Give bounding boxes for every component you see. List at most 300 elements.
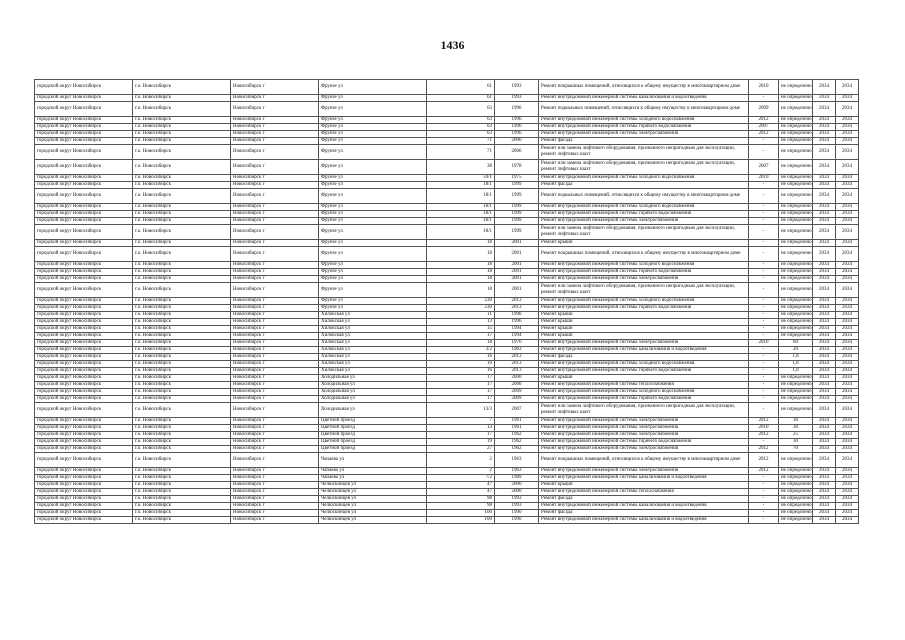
cell-build-year: 1999: [495, 218, 539, 225]
cell-municipal-district: городской округ Новосибирск: [35, 403, 133, 418]
cell-municipal-district: городской округ Новосибирск: [35, 396, 133, 403]
cell-last-repair-year: -: [749, 375, 779, 382]
cell-work-type: Ремонт внутридомовой инженерной системы холодного водоснабжения: [539, 389, 749, 396]
cell-house-number: 18/1: [427, 211, 495, 218]
table-row: [35, 160, 859, 175]
cell-wear-percent: не определено: [779, 503, 813, 510]
cell-municipality: г.о. Новосибирск: [133, 396, 231, 403]
cell-work-type: Ремонт внутридомовой инженерной системы электроснабжения: [539, 432, 749, 439]
cell-work-type: Ремонт внутридомовой инженерной системы теплоснабжения: [539, 382, 749, 389]
cell-house-number: 59/1: [427, 175, 495, 182]
cell-street: Холодильная ул: [319, 375, 427, 382]
cell-municipal-district: городской округ Новосибирск: [35, 95, 133, 102]
cell-plan-year-start: 2034: [813, 496, 836, 503]
cell-settlement: Новосибирск г: [231, 468, 319, 475]
cell-house-number: 18/1: [427, 218, 495, 225]
cell-street: Цветной проезд: [319, 439, 427, 446]
cell-last-repair-year: 2010: [749, 425, 779, 432]
cell-build-year: 1996: [495, 102, 539, 117]
cell-wear-percent: не определено: [779, 333, 813, 340]
cell-wear-percent: не определено: [779, 496, 813, 503]
cell-work-type: Ремонт внутридомовой инженерной системы горячего водоснабжения: [539, 305, 749, 312]
cell-house-number: 11: [427, 312, 495, 319]
cell-plan-year-end: 2034: [836, 305, 859, 312]
cell-plan-year-start: 2034: [813, 475, 836, 482]
cell-last-repair-year: 2012: [749, 117, 779, 124]
cell-municipality: г.о. Новосибирск: [133, 333, 231, 340]
cell-plan-year-end: 2034: [836, 382, 859, 389]
cell-last-repair-year: -: [749, 496, 779, 503]
cell-settlement: Новосибирск г: [231, 340, 319, 347]
cell-work-type: Ремонт внутридомовой инженерной системы электроснабжения: [539, 418, 749, 425]
cell-street: Фрунзе ул: [319, 305, 427, 312]
cell-municipality: г.о. Новосибирск: [133, 218, 231, 225]
table-row: [35, 247, 859, 262]
cell-work-type: Ремонт внутридомовой инженерной системы горячего водоснабжения: [539, 396, 749, 403]
cell-municipality: г.о. Новосибирск: [133, 446, 231, 453]
cell-municipal-district: городской округ Новосибирск: [35, 439, 133, 446]
cell-street: Челюскинцев ул: [319, 482, 427, 489]
table-row: [35, 175, 859, 182]
table-row: [35, 182, 859, 189]
table-row: [35, 475, 859, 482]
cell-build-year: 1996: [495, 312, 539, 319]
cell-house-number: 17: [427, 432, 495, 439]
cell-wear-percent: 20: [779, 347, 813, 354]
page-number: 1436: [440, 38, 465, 52]
table-row: [35, 468, 859, 475]
cell-plan-year-end: 2034: [836, 468, 859, 475]
cell-settlement: Новосибирск г: [231, 347, 319, 354]
cell-plan-year-end: 2034: [836, 95, 859, 102]
cell-plan-year-end: 2034: [836, 269, 859, 276]
cell-plan-year-start: 2034: [813, 489, 836, 496]
cell-street: Цветной проезд: [319, 418, 427, 425]
cell-last-repair-year: -: [749, 347, 779, 354]
cell-street: Фрунзе ул: [319, 145, 427, 160]
cell-wear-percent: не определено: [779, 218, 813, 225]
cell-build-year: 2009: [495, 396, 539, 403]
cell-municipality: г.о. Новосибирск: [133, 468, 231, 475]
cell-work-type: Ремонт крыши: [539, 375, 749, 382]
cell-street: Чапаева ул: [319, 475, 427, 482]
cell-street: Фрунзе ул: [319, 283, 427, 298]
cell-build-year: 1961: [495, 418, 539, 425]
table-row: [35, 333, 859, 340]
cell-build-year: 1961: [495, 425, 539, 432]
cell-work-type: Ремонт внутридомовой инженерной системы горячего водоснабжения: [539, 269, 749, 276]
cell-municipal-district: городской округ Новосибирск: [35, 80, 133, 95]
cell-plan-year-start: 2034: [813, 375, 836, 382]
cell-build-year: 2009: [495, 389, 539, 396]
table-row: [35, 319, 859, 326]
cell-settlement: Новосибирск г: [231, 503, 319, 510]
cell-municipality: г.о. Новосибирск: [133, 439, 231, 446]
cell-last-repair-year: -: [749, 319, 779, 326]
cell-build-year: 2013: [495, 361, 539, 368]
cell-plan-year-end: 2034: [836, 175, 859, 182]
cell-settlement: Новосибирск г: [231, 102, 319, 117]
cell-work-type: Ремонт внутридомовой инженерной системы канализования и водоотведения: [539, 517, 749, 524]
cell-work-type: Ремонт внутридомовой инженерной системы электроснабжения: [539, 446, 749, 453]
cell-settlement: Новосибирск г: [231, 305, 319, 312]
cell-wear-percent: не определено: [779, 80, 813, 95]
cell-municipal-district: городской округ Новосибирск: [35, 354, 133, 361]
cell-last-repair-year: -: [749, 211, 779, 218]
cell-street: Хилокская ул: [319, 361, 427, 368]
cell-work-type: Ремонт фасада: [539, 510, 749, 517]
cell-municipality: г.о. Новосибирск: [133, 375, 231, 382]
table-row: [35, 425, 859, 432]
cell-wear-percent: не определено: [779, 453, 813, 468]
cell-street: Фрунзе ул: [319, 131, 427, 138]
cell-municipal-district: городской округ Новосибирск: [35, 175, 133, 182]
cell-municipality: г.о. Новосибирск: [133, 319, 231, 326]
cell-build-year: 1993: [495, 503, 539, 510]
table-row: [35, 340, 859, 347]
cell-plan-year-start: 2034: [813, 182, 836, 189]
cell-street: Хилокская ул: [319, 368, 427, 375]
cell-settlement: Новосибирск г: [231, 425, 319, 432]
cell-plan-year-start: 2034: [813, 276, 836, 283]
cell-plan-year-end: 2034: [836, 439, 859, 446]
cell-build-year: 2013: [495, 305, 539, 312]
cell-house-number: 2: [427, 453, 495, 468]
cell-wear-percent: не определено: [779, 247, 813, 262]
cell-work-type: Ремонт внутридомовой инженерной системы холодного водоснабжения: [539, 204, 749, 211]
cell-house-number: 230: [427, 298, 495, 305]
cell-street: Фрунзе ул: [319, 117, 427, 124]
cell-house-number: 17: [427, 375, 495, 382]
cell-work-type: Ремонт или замена лифтового оборудования, признанного непригодным для эксплуатации, ремонт лифтовых шахт: [539, 225, 749, 240]
cell-wear-percent: не определено: [779, 138, 813, 145]
cell-last-repair-year: -: [749, 368, 779, 375]
cell-build-year: 2001: [495, 283, 539, 298]
cell-wear-percent: не определено: [779, 517, 813, 524]
cell-plan-year-start: 2034: [813, 319, 836, 326]
cell-plan-year-start: 2034: [813, 131, 836, 138]
cell-municipal-district: городской округ Новосибирск: [35, 453, 133, 468]
cell-plan-year-start: 2034: [813, 211, 836, 218]
cell-street: Фрунзе ул: [319, 225, 427, 240]
cell-last-repair-year: 2012: [749, 432, 779, 439]
cell-wear-percent: не определено: [779, 276, 813, 283]
cell-house-number: 71: [427, 138, 495, 145]
cell-work-type: Ремонт внутридомовой инженерной системы канализования и водоотведения: [539, 347, 749, 354]
cell-plan-year-end: 2034: [836, 446, 859, 453]
cell-plan-year-start: 2034: [813, 80, 836, 95]
cell-last-repair-year: 2009: [749, 102, 779, 117]
cell-last-repair-year: 2012: [749, 131, 779, 138]
table-row: [35, 80, 859, 95]
cell-work-type: Ремонт покрышных помещений, относящихся к общему имуществу в многоквартирном доме: [539, 247, 749, 262]
cell-house-number: 19: [427, 439, 495, 446]
cell-build-year: 1962: [495, 432, 539, 439]
cell-last-repair-year: -: [749, 189, 779, 204]
cell-plan-year-end: 2034: [836, 262, 859, 269]
cell-house-number: 18: [427, 269, 495, 276]
cell-plan-year-start: 2034: [813, 117, 836, 124]
cell-plan-year-start: 2034: [813, 396, 836, 403]
cell-plan-year-start: 2034: [813, 124, 836, 131]
cell-municipal-district: городской округ Новосибирск: [35, 446, 133, 453]
table-row: [35, 453, 859, 468]
cell-municipality: г.о. Новосибирск: [133, 283, 231, 298]
cell-build-year: 1999: [495, 204, 539, 211]
cell-settlement: Новосибирск г: [231, 446, 319, 453]
cell-wear-percent: не определено: [779, 175, 813, 182]
cell-plan-year-start: 2034: [813, 145, 836, 160]
cell-street: Фрунзе ул: [319, 160, 427, 175]
table-row: [35, 482, 859, 489]
cell-municipal-district: городской округ Новосибирск: [35, 298, 133, 305]
cell-house-number: 18: [427, 247, 495, 262]
cell-last-repair-year: -: [749, 305, 779, 312]
table-row: [35, 389, 859, 396]
cell-last-repair-year: 2012: [749, 446, 779, 453]
cell-municipality: г.о. Новосибирск: [133, 475, 231, 482]
cell-municipality: г.о. Новосибирск: [133, 247, 231, 262]
cell-settlement: Новосибирск г: [231, 510, 319, 517]
cell-plan-year-start: 2034: [813, 283, 836, 298]
cell-street: Фрунзе ул: [319, 204, 427, 211]
cell-municipality: г.о. Новосибирск: [133, 182, 231, 189]
cell-build-year: 1989: [495, 475, 539, 482]
cell-work-type: Ремонт покрышных помещений, относящихся к общему имуществу в многоквартирном доме: [539, 80, 749, 95]
cell-municipal-district: городской округ Новосибирск: [35, 333, 133, 340]
cell-municipality: г.о. Новосибирск: [133, 326, 231, 333]
cell-municipality: г.о. Новосибирск: [133, 305, 231, 312]
cell-street: Хилокская ул: [319, 347, 427, 354]
cell-municipal-district: городской округ Новосибирск: [35, 389, 133, 396]
cell-municipality: г.о. Новосибирск: [133, 368, 231, 375]
cell-house-number: 16: [427, 361, 495, 368]
cell-municipal-district: городской округ Новосибирск: [35, 340, 133, 347]
cell-last-repair-year: -: [749, 218, 779, 225]
cell-settlement: Новосибирск г: [231, 160, 319, 175]
cell-wear-percent: не определено: [779, 312, 813, 319]
table-row: [35, 368, 859, 375]
cell-settlement: Новосибирск г: [231, 262, 319, 269]
cell-plan-year-start: 2034: [813, 160, 836, 175]
cell-municipal-district: городской округ Новосибирск: [35, 131, 133, 138]
cell-work-type: Ремонт или замена лифтового оборудования, признанного непригодным для эксплуатации, ремонт лифтовых шахт: [539, 160, 749, 175]
cell-work-type: Ремонт крыши: [539, 312, 749, 319]
cell-plan-year-start: 2034: [813, 247, 836, 262]
cell-municipality: г.о. Новосибирск: [133, 102, 231, 117]
cell-plan-year-end: 2034: [836, 475, 859, 482]
cell-house-number: 100: [427, 510, 495, 517]
cell-last-repair-year: -: [749, 240, 779, 247]
cell-plan-year-start: 2034: [813, 347, 836, 354]
cell-wear-percent: 25: [779, 432, 813, 439]
cell-work-type: Ремонт фасада: [539, 138, 749, 145]
cell-last-repair-year: -: [749, 382, 779, 389]
cell-plan-year-end: 2034: [836, 496, 859, 503]
cell-municipal-district: городской округ Новосибирск: [35, 382, 133, 389]
cell-plan-year-end: 2034: [836, 396, 859, 403]
cell-plan-year-end: 2034: [836, 138, 859, 145]
cell-plan-year-start: 2034: [813, 510, 836, 517]
cell-street: Хилокская ул: [319, 326, 427, 333]
cell-street: Фрунзе ул: [319, 298, 427, 305]
cell-work-type: Ремонт внутридомовой инженерной системы холодного водоснабжения: [539, 117, 749, 124]
cell-municipal-district: городской округ Новосибирск: [35, 326, 133, 333]
cell-last-repair-year: -: [749, 510, 779, 517]
cell-work-type: Ремонт подвальных помещений, относящихся к общему имуществу в многоквартирном доме: [539, 189, 749, 204]
cell-build-year: 1996: [495, 124, 539, 131]
cell-plan-year-end: 2034: [836, 276, 859, 283]
cell-settlement: Новосибирск г: [231, 269, 319, 276]
cell-street: Фрунзе ул: [319, 262, 427, 269]
table-row: [35, 218, 859, 225]
cell-street: Цветной проезд: [319, 432, 427, 439]
cell-municipality: г.о. Новосибирск: [133, 503, 231, 510]
cell-street: Чапаева ул: [319, 468, 427, 475]
cell-last-repair-year: 2007: [749, 124, 779, 131]
cell-municipal-district: городской округ Новосибирск: [35, 262, 133, 269]
cell-last-repair-year: -: [749, 182, 779, 189]
cell-house-number: 13: [427, 319, 495, 326]
cell-work-type: Ремонт внутридомовой инженерной системы холодного водоснабжения: [539, 175, 749, 182]
cell-plan-year-start: 2034: [813, 102, 836, 117]
cell-wear-percent: не определено: [779, 160, 813, 175]
cell-last-repair-year: -: [749, 312, 779, 319]
cell-street: Холодильная ул: [319, 389, 427, 396]
cell-municipal-district: городской округ Новосибирск: [35, 117, 133, 124]
cell-street: Хилокская ул: [319, 354, 427, 361]
cell-wear-percent: не определено: [779, 489, 813, 496]
cell-municipal-district: городской округ Новосибирск: [35, 425, 133, 432]
cell-build-year: 2013: [495, 354, 539, 361]
cell-work-type: Ремонт крыши: [539, 333, 749, 340]
cell-municipality: г.о. Новосибирск: [133, 276, 231, 283]
cell-settlement: Новосибирск г: [231, 389, 319, 396]
cell-build-year: 1975: [495, 175, 539, 182]
cell-street: Фрунзе ул: [319, 240, 427, 247]
cell-municipal-district: городской округ Новосибирск: [35, 138, 133, 145]
cell-municipal-district: городской округ Новосибирск: [35, 189, 133, 204]
cell-house-number: 7: [427, 418, 495, 425]
table-row: [35, 138, 859, 145]
table-row: [35, 361, 859, 368]
cell-municipal-district: городской округ Новосибирск: [35, 276, 133, 283]
cell-last-repair-year: -: [749, 489, 779, 496]
table-row: [35, 262, 859, 269]
cell-municipality: г.о. Новосибирск: [133, 225, 231, 240]
cell-house-number: 63: [427, 102, 495, 117]
cell-wear-percent: не определено: [779, 95, 813, 102]
table-row: [35, 95, 859, 102]
cell-work-type: Ремонт фасада: [539, 182, 749, 189]
cell-municipality: г.о. Новосибирск: [133, 510, 231, 517]
cell-plan-year-end: 2034: [836, 517, 859, 524]
table-row: [35, 403, 859, 418]
cell-municipality: г.о. Новосибирск: [133, 347, 231, 354]
cell-settlement: Новосибирск г: [231, 276, 319, 283]
cell-municipal-district: городской округ Новосибирск: [35, 368, 133, 375]
cell-municipal-district: городской округ Новосибирск: [35, 102, 133, 117]
cell-work-type: Ремонт внутридомовой инженерной системы канализования и водоотведения: [539, 95, 749, 102]
cell-settlement: Новосибирск г: [231, 439, 319, 446]
cell-municipal-district: городской округ Новосибирск: [35, 145, 133, 160]
cell-municipal-district: городской округ Новосибирск: [35, 182, 133, 189]
cell-house-number: 98: [427, 503, 495, 510]
cell-settlement: Новосибирск г: [231, 240, 319, 247]
cell-settlement: Новосибирск г: [231, 175, 319, 182]
cell-plan-year-start: 2034: [813, 368, 836, 375]
cell-municipality: г.о. Новосибирск: [133, 482, 231, 489]
cell-wear-percent: не определено: [779, 468, 813, 475]
cell-build-year: 1996: [495, 131, 539, 138]
cell-last-repair-year: 2012: [749, 418, 779, 425]
cell-settlement: Новосибирск г: [231, 182, 319, 189]
table-row: [35, 347, 859, 354]
cell-house-number: 18: [427, 283, 495, 298]
table-row: [35, 102, 859, 117]
cell-build-year: 2000: [495, 375, 539, 382]
cell-settlement: Новосибирск г: [231, 283, 319, 298]
cell-work-type: Ремонт внутридомовой инженерной системы электроснабжения: [539, 218, 749, 225]
cell-wear-percent: 70: [779, 446, 813, 453]
cell-house-number: 100: [427, 517, 495, 524]
cell-work-type: Ремонт внутридомовой инженерной системы электроснабжения: [539, 425, 749, 432]
cell-plan-year-end: 2034: [836, 432, 859, 439]
cell-settlement: Новосибирск г: [231, 117, 319, 124]
cell-plan-year-start: 2034: [813, 482, 836, 489]
table-row: [35, 131, 859, 138]
cell-house-number: 18/1: [427, 204, 495, 211]
cell-street: Фрунзе ул: [319, 189, 427, 204]
cell-municipal-district: городской округ Новосибирск: [35, 283, 133, 298]
cell-wear-percent: не определено: [779, 382, 813, 389]
cell-municipal-district: городской округ Новосибирск: [35, 517, 133, 524]
cell-municipality: г.о. Новосибирск: [133, 489, 231, 496]
cell-plan-year-end: 2034: [836, 298, 859, 305]
cell-work-type: Ремонт внутридомовой инженерной системы горячего водоснабжения: [539, 211, 749, 218]
cell-plan-year-end: 2034: [836, 80, 859, 95]
cell-last-repair-year: -: [749, 439, 779, 446]
cell-wear-percent: не определено: [779, 145, 813, 160]
cell-last-repair-year: -: [749, 95, 779, 102]
cell-street: Фрунзе ул: [319, 218, 427, 225]
cell-street: Хилокская ул: [319, 312, 427, 319]
cell-house-number: 7/2: [427, 475, 495, 482]
registry-table: [34, 79, 859, 524]
cell-plan-year-start: 2034: [813, 361, 836, 368]
cell-municipal-district: городской округ Новосибирск: [35, 160, 133, 175]
cell-build-year: 2000: [495, 482, 539, 489]
cell-plan-year-end: 2034: [836, 247, 859, 262]
table-row: [35, 326, 859, 333]
cell-municipal-district: городской округ Новосибирск: [35, 247, 133, 262]
cell-plan-year-start: 2034: [813, 517, 836, 524]
cell-build-year: 1999: [495, 189, 539, 204]
cell-plan-year-start: 2034: [813, 218, 836, 225]
cell-last-repair-year: -: [749, 283, 779, 298]
cell-work-type: Ремонт крыши: [539, 482, 749, 489]
cell-wear-percent: не определено: [779, 403, 813, 418]
cell-house-number: 18/1: [427, 182, 495, 189]
cell-plan-year-start: 2034: [813, 175, 836, 182]
cell-house-number: 2: [427, 468, 495, 475]
cell-plan-year-start: 2034: [813, 240, 836, 247]
table-row: [35, 145, 859, 160]
cell-house-number: 17: [427, 389, 495, 396]
cell-last-repair-year: -: [749, 361, 779, 368]
cell-street: Холодильная ул: [319, 403, 427, 418]
cell-wear-percent: не определено: [779, 298, 813, 305]
